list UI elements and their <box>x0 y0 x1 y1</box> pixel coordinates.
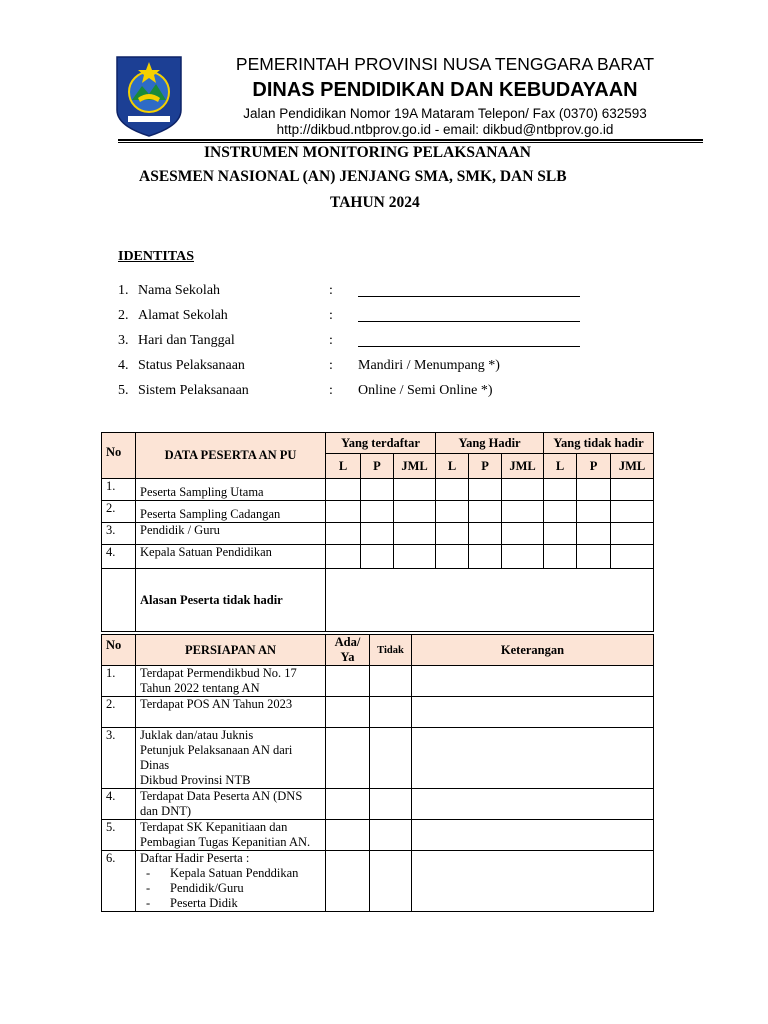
row-number: 1. <box>118 283 129 298</box>
header-jml: JML <box>394 454 436 479</box>
cell[interactable] <box>611 501 654 523</box>
header-no: No <box>102 433 136 479</box>
header-jml: JML <box>611 454 654 479</box>
cell[interactable] <box>361 501 394 523</box>
cell[interactable] <box>394 545 436 569</box>
row-label <box>136 697 326 728</box>
row-label-line: Terdapat POS AN Tahun 2023 <box>140 697 293 711</box>
row-label-line: Dinas <box>140 758 170 772</box>
cell[interactable] <box>611 479 654 501</box>
table-row <box>102 479 654 501</box>
row-label-line: Terdapat SK Kepanitiaan dan <box>140 820 288 834</box>
identitas-row-alamat-sekolah <box>118 308 598 328</box>
ada-cell[interactable] <box>326 851 370 912</box>
cell[interactable] <box>469 479 502 501</box>
table-row <box>102 789 654 820</box>
row-number: 6. <box>102 851 136 912</box>
row-label <box>136 820 326 851</box>
identitas-row-nama-sekolah <box>118 283 598 303</box>
alasan-label: Alasan Peserta tidak hadir <box>136 569 326 632</box>
cell <box>102 569 136 632</box>
letterhead-government: PEMERINTAH PROVINSI NUSA TENGGARA BARAT <box>235 54 655 74</box>
row-number: 1. <box>102 479 136 501</box>
letterhead-rule-thick <box>118 139 703 141</box>
row-label: Peserta Sampling Cadangan <box>136 501 326 523</box>
letterhead-contact: http://dikbud.ntbprov.go.id - email: dikbud@ntbprov.go.id <box>276 122 614 137</box>
keterangan-cell[interactable] <box>412 697 654 728</box>
cell[interactable] <box>611 545 654 569</box>
cell[interactable] <box>544 479 577 501</box>
cell[interactable] <box>436 545 469 569</box>
persiapan-an-table <box>101 634 654 912</box>
ada-cell[interactable] <box>326 728 370 789</box>
header-data-peserta: DATA PESERTA AN PU <box>136 433 326 479</box>
tidak-cell[interactable] <box>370 728 412 789</box>
row-label-line: Terdapat Data Peserta AN (DNS <box>140 789 303 803</box>
table-row <box>102 820 654 851</box>
cell[interactable] <box>502 479 544 501</box>
row-label-line: Juklak dan/atau Juknis <box>140 728 254 742</box>
tidak-cell[interactable] <box>370 851 412 912</box>
header-l: L <box>544 454 577 479</box>
fill-in-line[interactable] <box>358 346 580 347</box>
cell[interactable] <box>326 545 361 569</box>
table-row <box>102 501 654 523</box>
row-label: Alamat Sekolah <box>138 308 228 323</box>
header-tidak: Tidak <box>370 635 412 666</box>
row-colon: : <box>329 383 333 398</box>
tidak-cell[interactable] <box>370 820 412 851</box>
ada-cell[interactable] <box>326 820 370 851</box>
provincial-emblem-logo <box>114 54 184 138</box>
header-jml: JML <box>502 454 544 479</box>
cell[interactable] <box>394 523 436 545</box>
row-label-line: Petunjuk Pelaksanaan AN dari <box>140 743 293 757</box>
row-label-line: Daftar Hadir Peserta : <box>140 851 250 865</box>
cell[interactable] <box>577 545 611 569</box>
row-label: Kepala Satuan Pendidikan <box>136 545 326 569</box>
keterangan-cell[interactable] <box>412 666 654 697</box>
row-label: Sistem Pelaksanaan <box>138 383 249 398</box>
alasan-row <box>102 569 654 632</box>
cell[interactable] <box>326 523 361 545</box>
document-title-line2: ASESMEN NASIONAL (AN) JENJANG SMA, SMK, DAN SLB <box>139 168 567 185</box>
cell[interactable] <box>436 523 469 545</box>
ada-cell[interactable] <box>326 697 370 728</box>
cell[interactable] <box>361 545 394 569</box>
row-number: 3. <box>102 523 136 545</box>
row-label-line: dan DNT) <box>140 804 192 818</box>
daftar-hadir-list <box>140 866 321 911</box>
row-number: 3. <box>118 333 129 348</box>
row-colon: : <box>329 308 333 323</box>
table-row <box>102 523 654 545</box>
tidak-cell[interactable] <box>370 697 412 728</box>
cell[interactable] <box>361 479 394 501</box>
row-label-line: Pembagian Tugas Kepanitian AN. <box>140 835 311 849</box>
header-ada-ya: Ada/ Ya <box>326 635 370 666</box>
row-label-line: Terdapat Permendikbud No. 17 <box>140 666 297 680</box>
status-options[interactable]: Mandiri / Menumpang *) <box>358 358 500 373</box>
row-label <box>136 789 326 820</box>
row-colon: : <box>329 333 333 348</box>
row-number: 4. <box>102 545 136 569</box>
cell[interactable] <box>469 523 502 545</box>
table-row <box>102 851 654 912</box>
row-label-line: Dikbud Provinsi NTB <box>140 773 251 787</box>
cell[interactable] <box>361 523 394 545</box>
cell[interactable] <box>544 501 577 523</box>
identitas-row-status <box>118 358 598 378</box>
row-label <box>136 728 326 789</box>
identitas-heading: IDENTITAS <box>118 249 194 264</box>
list-item: - Pendidik/Guru <box>146 881 321 896</box>
row-number: 1. <box>102 666 136 697</box>
identitas-row-sistem <box>118 383 598 403</box>
document-title-line3: TAHUN 2024 <box>330 194 420 211</box>
header-yang-tidak-hadir: Yang tidak hadir <box>544 433 654 454</box>
ada-cell[interactable] <box>326 666 370 697</box>
cell[interactable] <box>326 501 361 523</box>
row-label <box>136 851 326 912</box>
table-row <box>102 545 654 569</box>
cell[interactable] <box>502 545 544 569</box>
tidak-cell[interactable] <box>370 666 412 697</box>
letterhead-address: Jalan Pendidikan Nomor 19A Mataram Telepon/ Fax (0370) 632593 <box>243 106 647 121</box>
cell[interactable] <box>544 545 577 569</box>
data-peserta-table <box>101 432 654 632</box>
header-yang-hadir: Yang Hadir <box>436 433 544 454</box>
sistem-options[interactable]: Online / Semi Online *) <box>358 383 493 398</box>
header-p: P <box>361 454 394 479</box>
alasan-input[interactable] <box>326 569 654 632</box>
keterangan-cell[interactable] <box>412 789 654 820</box>
cell[interactable] <box>394 501 436 523</box>
identitas-row-hari-tanggal <box>118 333 598 353</box>
cell[interactable] <box>577 523 611 545</box>
document-title-line1: INSTRUMEN MONITORING PELAKSANAAN <box>204 144 531 161</box>
keterangan-cell[interactable] <box>412 820 654 851</box>
header-p: P <box>469 454 502 479</box>
list-item: - Peserta Didik <box>146 896 321 911</box>
fill-in-line[interactable] <box>358 296 580 297</box>
keterangan-cell[interactable] <box>412 851 654 912</box>
header-no: No <box>102 635 136 666</box>
cell[interactable] <box>577 479 611 501</box>
cell[interactable] <box>502 523 544 545</box>
cell[interactable] <box>469 545 502 569</box>
row-number: 5. <box>102 820 136 851</box>
row-number: 5. <box>118 383 129 398</box>
cell[interactable] <box>577 501 611 523</box>
row-number: 3. <box>102 728 136 789</box>
header-p: P <box>577 454 611 479</box>
fill-in-line[interactable] <box>358 321 580 322</box>
row-label: Status Pelaksanaan <box>138 358 245 373</box>
header-persiapan: PERSIAPAN AN <box>136 635 326 666</box>
row-number: 4. <box>102 789 136 820</box>
header-yang-terdaftar: Yang terdaftar <box>326 433 436 454</box>
cell[interactable] <box>611 523 654 545</box>
cell[interactable] <box>436 479 469 501</box>
header-keterangan: Keterangan <box>412 635 654 666</box>
table-row <box>102 666 654 697</box>
row-label: Peserta Sampling Utama <box>136 479 326 501</box>
row-label: Pendidik / Guru <box>136 523 326 545</box>
table-row <box>102 697 654 728</box>
row-label: Hari dan Tanggal <box>138 333 235 348</box>
row-number: 2. <box>102 697 136 728</box>
row-colon: : <box>329 283 333 298</box>
header-l: L <box>326 454 361 479</box>
cell[interactable] <box>502 501 544 523</box>
row-label: Nama Sekolah <box>138 283 221 298</box>
header-l: L <box>436 454 469 479</box>
row-number: 2. <box>102 501 136 523</box>
cell[interactable] <box>469 501 502 523</box>
row-colon: : <box>329 358 333 373</box>
row-number: 2. <box>118 308 129 323</box>
row-number: 4. <box>118 358 129 373</box>
list-item: - Kepala Satuan Penddikan <box>146 866 321 881</box>
row-label-line: Tahun 2022 tentang AN <box>140 681 260 695</box>
row-label <box>136 666 326 697</box>
ada-cell[interactable] <box>326 789 370 820</box>
keterangan-cell[interactable] <box>412 728 654 789</box>
table-row <box>102 728 654 789</box>
cell[interactable] <box>394 479 436 501</box>
letterhead-agency: DINAS PENDIDIKAN DAN KEBUDAYAAN <box>252 79 638 101</box>
cell[interactable] <box>544 523 577 545</box>
cell[interactable] <box>326 479 361 501</box>
letterhead-rule-thin <box>118 142 703 143</box>
tidak-cell[interactable] <box>370 789 412 820</box>
cell[interactable] <box>436 501 469 523</box>
